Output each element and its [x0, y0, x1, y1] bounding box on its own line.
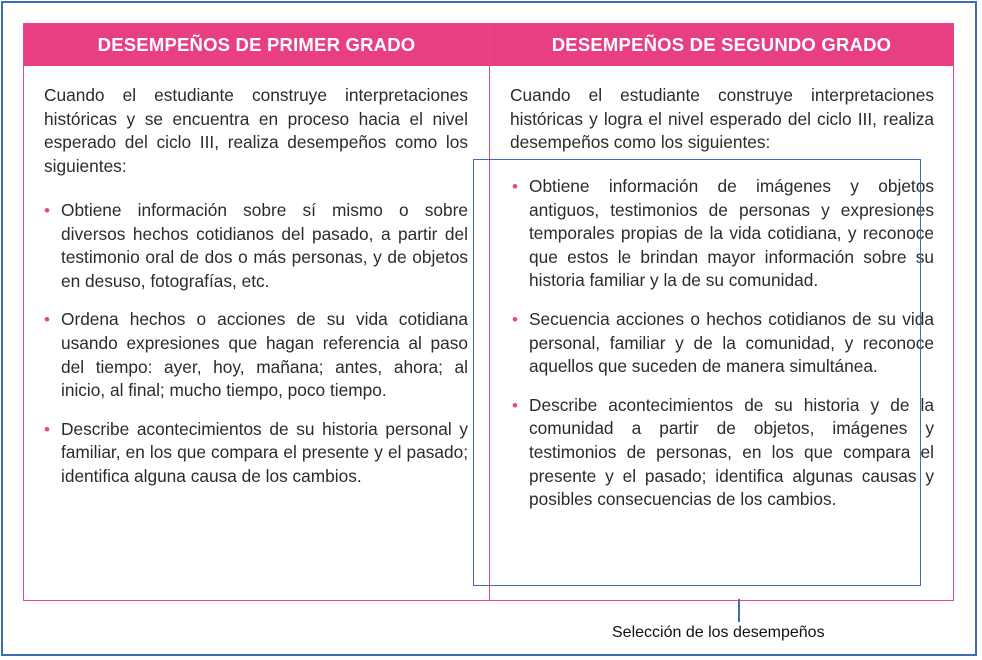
bullet-icon: •	[44, 419, 50, 439]
list-item-text: Secuencia acciones o hechos cotidianos de su vida personal, familiar y de la comunidad, y reconoce aquellos que suceden de manera simultánea.	[529, 308, 934, 377]
second-grade-header: DESEMPEÑOS DE SEGUNDO GRADO	[490, 24, 953, 66]
list-item-text: Obtiene información sobre sí mismo o sobre diversos hechos cotidianos del pasado, a partir del testimonio oral de dos o más personas, y de objetos en desuso, fotografías, etc.	[61, 200, 468, 291]
bullet-icon: •	[512, 177, 518, 196]
callout-line	[738, 599, 740, 622]
bullet-icon: •	[44, 201, 50, 220]
list-item	[44, 418, 468, 489]
selection-highlight-box	[473, 159, 921, 586]
list-item-text: Obtiene información de imágenes y objetos antiguos, testimonios de personas y expresiones temporales propias de la vida cotidiana, y reconoce que estos le brindan mayor información sobre su historia familiar y la de su comunidad.	[529, 176, 934, 291]
bullet-icon: •	[512, 309, 518, 329]
bullet-icon: •	[512, 395, 518, 415]
list-item	[44, 308, 468, 402]
list-item-text: Ordena hechos o acciones de su vida cotidiana usando expresiones que hagan referencia al paso del tiempo: ayer, hoy, mañana; antes, ahora; al inicio, al final; mucho tiempo, poco tiempo.	[61, 309, 468, 401]
first-grade-intro: Cuando el estudiante construye interpretaciones históricas y se encuentra en proceso hacia el nivel esperado del ciclo III, realiza desempeños como los siguientes:	[44, 85, 468, 176]
selection-caption: Selección de los desempeños	[612, 624, 825, 641]
first-grade-list	[44, 199, 468, 489]
second-grade-intro: Cuando el estudiante construye interpretaciones históricas y logra el nivel esperado del ciclo III, realiza desempeños como los siguientes:	[510, 85, 934, 153]
list-item-text: Describe acontecimientos de su historia y de la comunidad a partir de objetos, imágenes y testimonios de personas, en los que compara el presente y el pasado; identifica algunas causas y posibles consecuencias de los cambios.	[529, 394, 934, 510]
first-grade-header: DESEMPEÑOS DE PRIMER GRADO	[24, 24, 489, 66]
first-grade-column	[24, 24, 490, 600]
list-item	[44, 199, 468, 293]
list-item-text: Describe acontecimientos de su historia personal y familiar, en los que compara el presente y el pasado; identifica alguna causa de los cambios.	[61, 418, 468, 486]
bullet-icon: •	[44, 310, 50, 330]
